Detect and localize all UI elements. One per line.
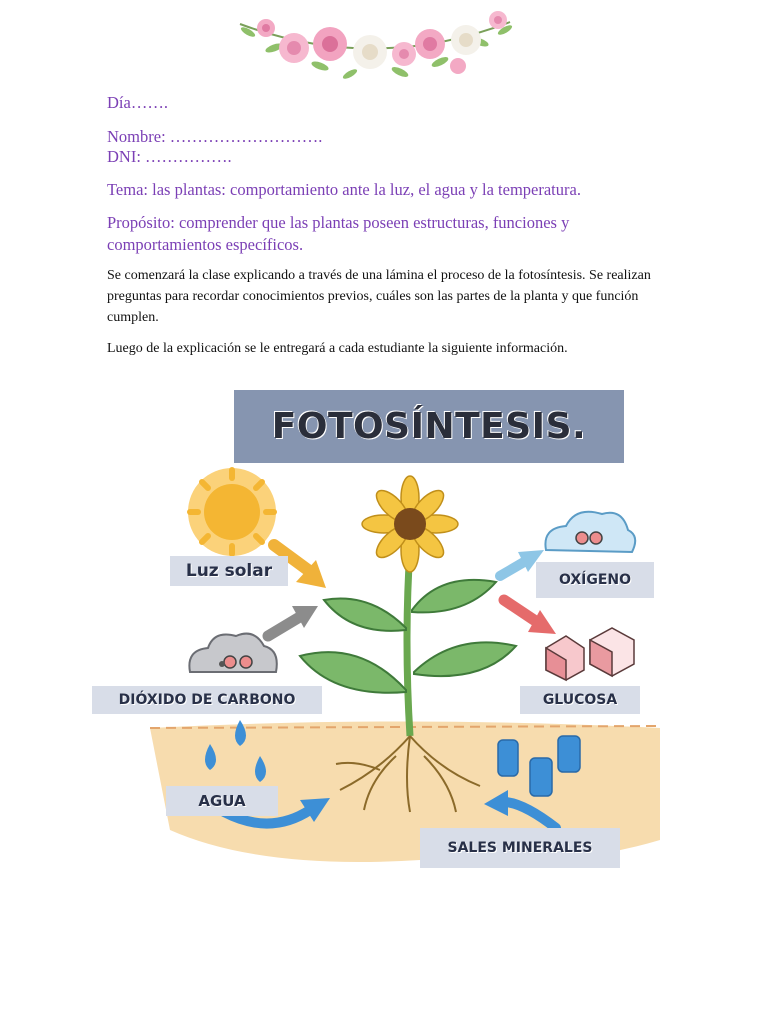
oxygen-cloud-icon	[545, 512, 635, 552]
dni-line: DNI: …………….	[107, 147, 232, 166]
label-sales-minerales: SALES MINERALES	[420, 828, 620, 868]
proposito-line-1: Propósito: comprender que las plantas poseen estructuras, funciones y	[107, 213, 570, 232]
tema-line: Tema: las plantas: comportamiento ante la luz, el agua y la temperatura.	[107, 180, 581, 199]
sun-icon	[188, 468, 276, 556]
nombre-line: Nombre: ……………………….	[107, 127, 323, 146]
figure-title: FOTOSÍNTESIS.	[271, 406, 587, 447]
proposito-line-2: comportamientos específicos.	[107, 235, 304, 254]
glucose-cubes-icon	[546, 628, 634, 680]
dia-line: Día…….	[107, 93, 168, 112]
label-agua: AGUA	[166, 786, 278, 816]
co2-arrow	[268, 606, 318, 636]
glucose-arrow	[504, 600, 556, 634]
intro-paragraph: Se comenzará la clase explicando a través de una lámina el proceso de la fotosíntesis. Se realizan preguntas para recordar conocimientos previos, cuáles son las partes de la planta y que función cumplen.	[107, 268, 651, 325]
label-glucosa: GLUCOSA	[520, 686, 640, 714]
label-dioxido-de-carbono: DIÓXIDO DE CARBONO	[92, 686, 322, 714]
explanation-paragraph: Luego de la explicación se le entregará a cada estudiante la siguiente información.	[107, 341, 568, 356]
label-luz-solar: Luz solar	[170, 556, 288, 586]
label-oxigeno: OXÍGENO	[536, 562, 654, 598]
flower-garland-image	[230, 4, 520, 88]
figure-title-band	[234, 390, 624, 463]
